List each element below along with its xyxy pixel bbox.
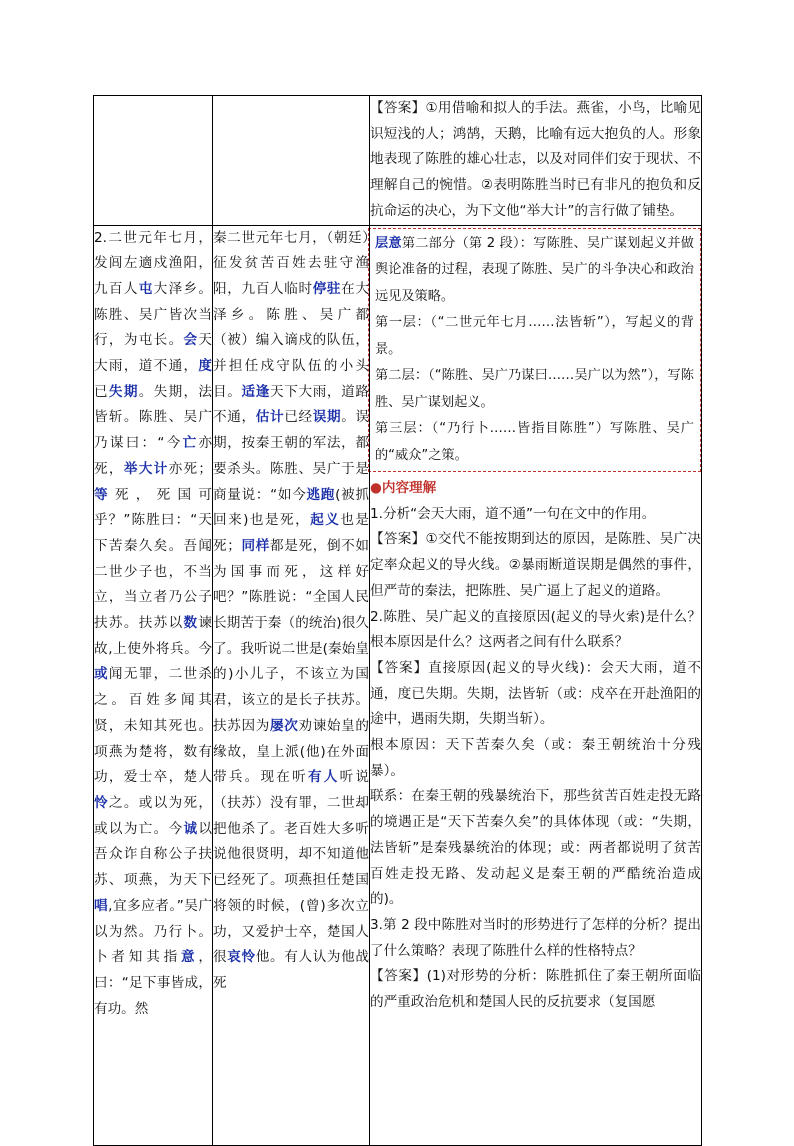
keyword: 亡 bbox=[182, 435, 199, 452]
box-caption: 层意 bbox=[375, 235, 402, 251]
keyword: 屡次 bbox=[269, 717, 299, 734]
trans-text: 都是死，倒不如为国事而死，这样好吧？”陈胜说：“全国人民长期苦于秦（的统治)很久了。我听说二世是(秦始皇的)小儿子，不该立为国君，该立的是长子扶苏。扶苏因为 bbox=[213, 537, 370, 734]
answer-paragraph bbox=[370, 96, 701, 225]
answer-tag: 【答案】 bbox=[370, 659, 429, 676]
keyword: 起义 bbox=[310, 512, 341, 529]
orig-text: 2.二世元年七月，发闾左適戍渔阳，九百人 bbox=[94, 229, 212, 297]
orig-text: 谏故,上使外将兵。今 bbox=[94, 615, 213, 657]
table-row bbox=[94, 225, 702, 1145]
keyword: 有人 bbox=[307, 769, 340, 786]
table-row bbox=[94, 96, 702, 226]
row1-answer-cell bbox=[370, 96, 702, 226]
keyword: 哀怜 bbox=[227, 949, 256, 966]
keyword: 或 bbox=[94, 666, 109, 683]
trans-text: 听说（扶苏）没有罪，二世却把他杀了。老百姓大多听说他很贤明，却不知道他已经死了。项燕担任楚国将领的时候，(曾)多次立功，又爱护士卒，楚国人很 bbox=[213, 769, 370, 966]
answer-1 bbox=[370, 527, 701, 604]
answer-text: ①用借喻和拟人的手法。燕雀，小鸟，比喻见识短浅的人；鸿鹄，天鹅，比喻有远大抱负的人。形象地表现了陈胜的雄心壮志，以及对同伴们安于现状、不理解自己的惋惜。②表明陈胜当时已有非凡的抱负和反抗命运的决心，为下文他“举大计”的言行做了铺垫。 bbox=[370, 100, 702, 219]
keyword: 举大计 bbox=[123, 460, 169, 477]
box-line: 第二层：（“陈胜、吴广乃谋曰……吴广以为然”），写陈胜、吴广谋划起义。 bbox=[375, 368, 694, 410]
answer-text: (1)对形势的分析：陈胜抓住了秦王朝所面临的严重政治危机和楚国人民的反抗要求（复国愿 bbox=[370, 968, 701, 1011]
keyword: 会 bbox=[183, 332, 199, 349]
keyword: 意 bbox=[181, 949, 199, 966]
keyword: 同样 bbox=[240, 537, 270, 554]
box-text: 第二部分（第 2 段）：写陈胜、吴广谋划起义并做舆论准备的过程，表现了陈胜、吴广的斗争决心和政治远见及策略。 bbox=[375, 235, 694, 304]
section-heading: ●内容理解 bbox=[370, 480, 437, 497]
original-text-cell bbox=[94, 225, 213, 1145]
lesson-table bbox=[93, 95, 702, 1146]
answer-2-link: 联系：在秦王朝的残暴统治下，那些贫苦百姓走投无路的境遇正是“天下苦秦久矣”的具体体现（或：“失期，法皆斩”是秦残暴统治的体现；或：两者都说明了贫苦百姓走投无路、发动起义是秦王朝的严酷统治造成的)。 bbox=[370, 788, 701, 908]
keyword: 唱 bbox=[94, 897, 109, 914]
structure-box bbox=[368, 228, 701, 473]
orig-text: 已 bbox=[94, 383, 109, 400]
orig-text: 天大雨，道不通， bbox=[94, 332, 213, 375]
trans-text: 秦二世元年七月，（朝廷）征发贫苦百姓去驻守渔阳，九百人临时 bbox=[213, 229, 369, 297]
box-line: 第三层：（“乃行卜……皆指目陈胜”）写陈胜、吴广的“威众”之策。 bbox=[375, 421, 694, 463]
trans-text: 已经 bbox=[284, 409, 313, 426]
orig-text: 。失期，法皆斩。陈胜、吴广乃谋曰：“今 bbox=[94, 383, 213, 452]
keyword: 诚 bbox=[183, 820, 199, 837]
orig-text: 大泽乡。陈胜、吴广皆次当行，为屯长。 bbox=[94, 280, 213, 349]
orig-text: ，曰：“足下事皆成，有功。然 bbox=[94, 949, 213, 1017]
trans-text: 他。有人认为他战死 bbox=[213, 949, 370, 991]
keyword: 等 bbox=[94, 486, 115, 503]
answer-text: ①交代不能按期到达的原因，是陈胜、吴广决定率众起义的导火线。②暴雨断道误期是偶然的事件，但严苛的秦法，把陈胜、吴广逼上了起义的道路。 bbox=[370, 531, 702, 599]
orig-text: 闻无罪，二世杀之。百姓多闻其贤，未知其死也。项燕为楚将，数有功，爱士卒，楚人 bbox=[94, 666, 213, 786]
analysis-cell bbox=[370, 225, 702, 1145]
keyword: 怜 bbox=[94, 794, 109, 811]
keyword: 屯 bbox=[138, 280, 154, 297]
trans-text: 也是死； bbox=[213, 512, 370, 554]
question-2: 2.陈胜、吴广起义的直接原因(起义的导火索)是什么？根本原因是什么？这两者之间有什么联系？ bbox=[370, 608, 701, 651]
keyword: 逃跑 bbox=[306, 486, 336, 503]
keyword: 误期 bbox=[312, 409, 342, 426]
trans-text: 劝谏始皇的缘故，皇上派(他)在外面带兵。现在听 bbox=[213, 717, 370, 786]
trans-text: (被抓回来)也是死， bbox=[213, 486, 370, 529]
orig-text: 亦死， bbox=[94, 435, 213, 477]
orig-text: ,宜多应者。”吴广以为然。乃行卜。卜者知其指 bbox=[94, 897, 212, 966]
orig-text: 死，死国可乎？”陈胜曰：“天下苦秦久矣。吾闻二世少子也，不当立，当立者乃公子扶苏。扶苏以 bbox=[94, 486, 213, 632]
keyword: 停驻 bbox=[312, 280, 342, 297]
keyword: 估计 bbox=[255, 409, 285, 426]
trans-text: 。误期，按秦王朝的军法，都要杀头。陈胜、吴广于是商量说：“如今 bbox=[213, 409, 370, 503]
orig-text: 以吾众诈自称公子扶苏、项燕，为天下 bbox=[94, 820, 213, 889]
row1-original-cell bbox=[94, 96, 213, 226]
orig-text: 之。或以为死，或以为亡。今 bbox=[94, 794, 213, 837]
answer-tag: 【答案】 bbox=[370, 100, 426, 116]
trans-text: 在大泽乡。陈胜、吴广都（被）编入谪戍的队伍，并担任戍守队伍的小头目。 bbox=[213, 280, 370, 400]
box-line: 第一层：（“二世元年七月……法皆斩”），写起义的背景。 bbox=[375, 315, 694, 357]
translation-cell bbox=[213, 225, 370, 1145]
answer-2 bbox=[370, 656, 701, 733]
keyword: 数 bbox=[183, 615, 199, 632]
keyword: 失期 bbox=[108, 383, 139, 400]
answer-2-root: 根本原因：天下苦秦久矣（或：秦王朝统治十分残暴）。 bbox=[370, 737, 701, 779]
trans-text: 天下大雨，道路不通， bbox=[213, 383, 370, 426]
row1-translation-cell bbox=[213, 96, 370, 226]
orig-text: 亦死； bbox=[168, 460, 213, 477]
keyword: 度 bbox=[198, 358, 212, 375]
question-1: 1.分析“会天大雨，道不通”一句在文中的作用。 bbox=[370, 505, 656, 522]
answer-tag: 【答案】 bbox=[370, 531, 426, 548]
box-line bbox=[375, 231, 694, 311]
keyword: 适逢 bbox=[241, 383, 270, 400]
answer-tag: 【答案】 bbox=[370, 968, 427, 985]
question-3: 3.第 2 段中陈胜对当时的形势进行了怎样的分析？提出了什么策略？表现了陈胜什么样的性格特点？ bbox=[370, 916, 701, 959]
answer-3 bbox=[370, 964, 701, 1015]
answer-text: 直接原因(起义的导火线)：会天大雨，道不通，度已失期。失期，法皆斩（或：戍卒在开赴渔阳的途中，遇雨失期，失期当斩）。 bbox=[370, 659, 702, 728]
